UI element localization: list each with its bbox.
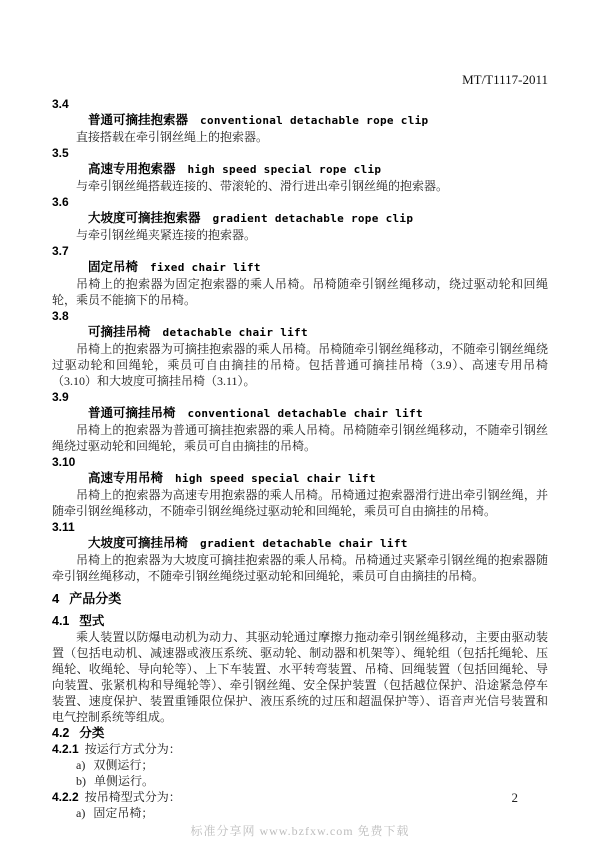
- list-item: [52, 757, 548, 773]
- clause-number: 4.2.2: [52, 790, 79, 804]
- term-number: 3.4: [52, 97, 69, 111]
- term-definition: 吊椅上的抱索器为普通可摘挂抱索器的乘人吊椅。吊椅随牵引钢丝绳移动，不随牵引钢丝绳绕过驱动轮和回绳轮，乘员可自由摘挂的吊椅。: [52, 423, 548, 453]
- term-en: detachable chair lift: [162, 326, 308, 339]
- term-en: conventional detachable rope clip: [200, 114, 429, 127]
- term-entry: [52, 389, 548, 454]
- list-item-text: 双侧运行；: [93, 758, 154, 772]
- term-en: conventional detachable chair lift: [187, 407, 423, 420]
- clause-4-2-2: [52, 789, 548, 805]
- term-heading: [52, 210, 548, 227]
- clause-title: 型式: [79, 614, 105, 628]
- term-zh: 可摘挂吊椅: [88, 325, 151, 339]
- list-item: [52, 773, 548, 789]
- term-heading: [52, 535, 548, 552]
- term-entry: [52, 519, 548, 584]
- section-title: 产品分类: [69, 591, 122, 606]
- clause-4-1-body: 乘人装置以防爆电动机为动力、其驱动轮通过摩擦力拖动牵引钢丝绳移动，主要由驱动装置（包括电动机、减速器或液压系统、驱动轮、制动器和机架等）、绳轮组（包括托绳轮、压绳轮、收绳轮、导向轮等）、上下车装置、水平转弯装置、吊椅、回绳装置（包括回绳轮、导向装置、张紧机构和导绳轮等）、牵引钢丝绳、安全保护装置（包括越位保护、沿途紧急停车装置、速度保护、装置重锤限位保护、液压系统的过压和超温保护等）、语音声光信号装置和电气控制系统等组成。: [52, 630, 548, 724]
- term-zh: 高速专用吊椅: [88, 471, 164, 485]
- doc-number: MT/T1117-2011: [462, 72, 548, 87]
- list-item: [52, 805, 548, 821]
- clause-number: 4.2.1: [52, 742, 79, 756]
- term-definition: 与牵引钢丝绳夹紧连接的抱索器。: [76, 228, 257, 242]
- term-heading: [52, 470, 548, 487]
- term-en: high speed special rope clip: [187, 163, 382, 176]
- clause-4-2-heading: [52, 725, 548, 741]
- section-number: 4: [52, 591, 60, 606]
- term-definition: 吊椅上的抱索器为固定抱索器的乘人吊椅。吊椅随牵引钢丝绳移动，绕过驱动轮和回绳轮，乘员不能摘下的吊椅。: [52, 277, 548, 307]
- term-definition: 吊椅上的抱索器为可摘挂抱索器的乘人吊椅。吊椅随牵引钢丝绳移动，不随牵引钢丝绳绕过驱动轮和回绳轮，乘员可自由摘挂的吊椅。包括普通可摘挂吊椅（3.9）、高速专用吊椅（3.10）和大坡度可摘挂吊椅（3.11）。: [52, 342, 548, 388]
- term-heading: [52, 405, 548, 422]
- term-entry: [52, 145, 548, 194]
- term-entry: [52, 454, 548, 519]
- term-heading: [52, 259, 548, 276]
- clause-text: 按运行方式分为：: [84, 742, 181, 756]
- term-heading: [52, 112, 548, 129]
- clause-title: 分类: [79, 726, 105, 740]
- term-entry: [52, 96, 548, 145]
- clause-number: 4.2: [52, 726, 70, 740]
- clause-number: 4.1: [52, 614, 70, 628]
- term-number: 3.6: [52, 195, 69, 209]
- list-item-label: a): [76, 806, 86, 820]
- section-4-heading: [52, 591, 548, 607]
- clause-4-2-1: [52, 741, 548, 757]
- term-number: 3.10: [52, 455, 76, 469]
- term-definition: 吊椅上的抱索器为大坡度可摘挂抱索器的乘人吊椅。吊椅通过夹紧牵引钢丝绳的抱索器随牵引钢丝绳移动，不随牵引钢丝绳绕过驱动轮和回绳轮，乘员可自由摘挂的吊椅。: [52, 553, 548, 583]
- term-number: 3.7: [52, 244, 69, 258]
- term-zh: 普通可摘挂抱索器: [88, 113, 189, 127]
- term-entry: [52, 194, 548, 243]
- term-number: 3.8: [52, 309, 69, 323]
- list-item-text: 单侧运行。: [94, 774, 155, 788]
- term-en: gradient detachable rope clip: [212, 212, 414, 225]
- term-zh: 普通可摘挂吊椅: [88, 406, 176, 420]
- term-number: 3.11: [52, 520, 75, 534]
- footer-watermark: 标准分享网 www.bzfxw.com 免费下载: [190, 824, 410, 838]
- terms-section: [52, 96, 548, 584]
- term-definition: 吊椅上的抱索器为高速专用抱索器的乘人吊椅。吊椅通过抱索器滑行进出牵引钢丝绳，并随牵引钢丝绳移动，不随牵引钢丝绳绕过驱动轮和回绳轮，乘员可自由摘挂的吊椅。: [52, 488, 548, 518]
- term-definition: 与牵引钢丝绳搭载连接的、带滚轮的、滑行进出牵引钢丝绳的抱索器。: [76, 179, 449, 193]
- list-item-label: a): [76, 758, 86, 772]
- term-definition: 直接搭载在牵引钢丝绳上的抱索器。: [76, 130, 269, 144]
- clause-text: 按吊椅型式分为：: [84, 790, 181, 804]
- term-en: fixed chair lift: [150, 261, 261, 274]
- term-zh: 大坡度可摘挂吊椅: [88, 536, 189, 550]
- clause-4-1-heading: [52, 613, 548, 629]
- term-heading: [52, 161, 548, 178]
- list-item-label: b): [76, 774, 86, 788]
- term-en: gradient detachable chair lift: [200, 537, 408, 550]
- term-number: 3.9: [52, 390, 69, 404]
- term-entry: [52, 308, 548, 389]
- term-number: 3.5: [52, 146, 69, 160]
- term-zh: 固定吊椅: [88, 260, 139, 274]
- page-number: 2: [511, 790, 518, 805]
- term-entry: [52, 243, 548, 308]
- list-item-text: 固定吊椅；: [93, 806, 154, 820]
- term-en: high speed special chair lift: [175, 472, 376, 485]
- term-zh: 高速专用抱索器: [88, 162, 176, 176]
- term-heading: [52, 324, 548, 341]
- term-zh: 大坡度可摘挂抱索器: [88, 211, 201, 225]
